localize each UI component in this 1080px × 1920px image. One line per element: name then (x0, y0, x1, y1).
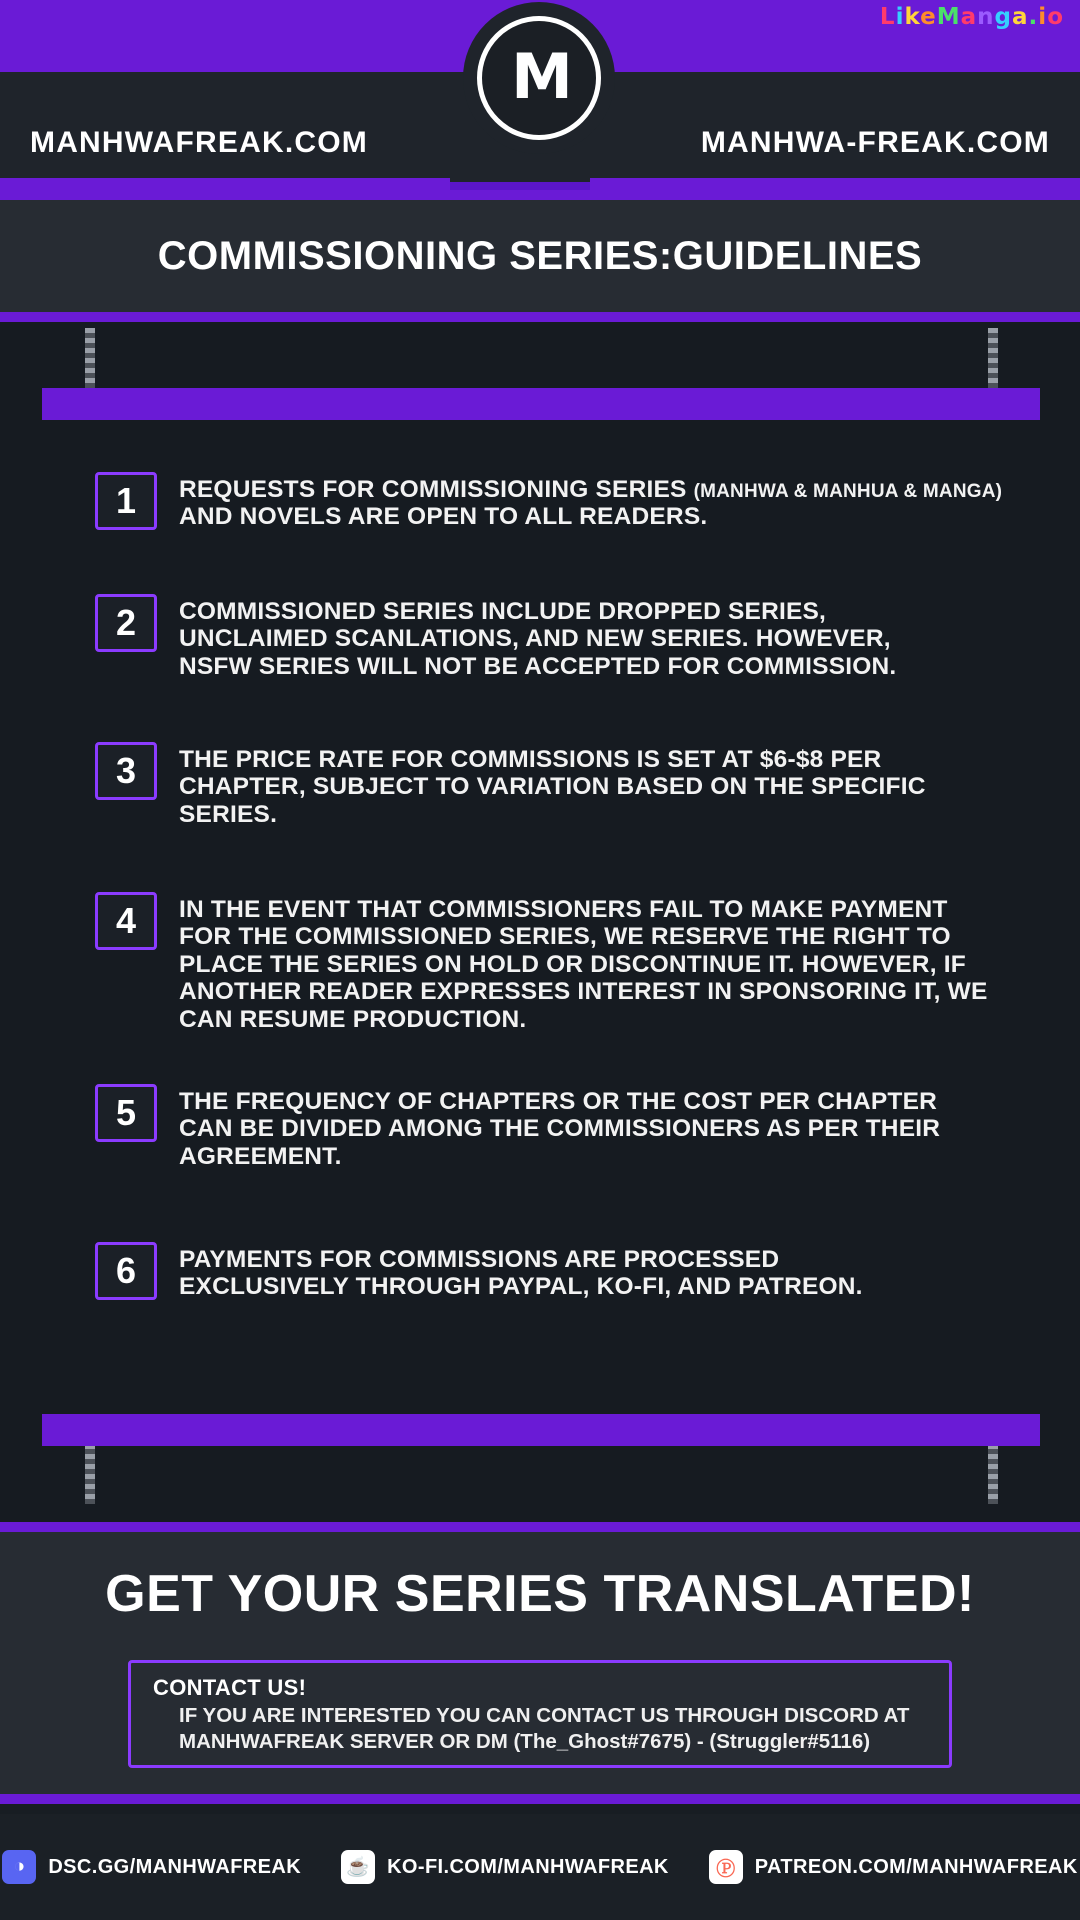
rule-number: 1 (95, 472, 157, 530)
rule-text: COMMISSIONED SERIES INCLUDE DROPPED SERIES, UNCLAIMED SCANLATIONS, AND NEW SERIES. HOWEVER, NSFW SERIES WILL NOT BE ACCEPTED FOR COMMISSION. (179, 598, 897, 680)
link-discord[interactable] (2, 1850, 301, 1884)
site-name-right: MANHWA-FREAK.COM (700, 126, 1050, 159)
logo-circle (477, 16, 601, 140)
manhwafreak-logo (463, 2, 615, 154)
header-underline-left (0, 178, 450, 190)
logo-letter: M (511, 39, 567, 113)
link-patreon[interactable] (709, 1850, 1078, 1884)
discord-icon: ◑ (2, 1850, 36, 1884)
rule-text (179, 472, 1055, 531)
link-label-kofi[interactable]: KO-FI.COM/MANHWAFREAK (387, 1855, 669, 1878)
rule-number: 6 (95, 1242, 157, 1300)
rule-text: THE PRICE RATE FOR COMMISSIONS IS SET AT $6-$8 PER CHAPTER, SUBJECT TO VARIATION BASED ON THE SPECIFIC SERIES. (179, 746, 926, 828)
rule-text: PAYMENTS FOR COMMISSIONS ARE PROCESSED EXCLUSIVELY THROUGH PAYPAL, KO-FI, AND PATREON. (179, 1246, 863, 1301)
page-title (158, 234, 922, 279)
page-header (0, 0, 1080, 190)
rule-number: 2 (95, 594, 157, 652)
likemanga-watermark: LikeManga.io (879, 4, 1064, 30)
list-item (95, 742, 1055, 828)
list-item (95, 594, 1055, 680)
rule-text: THE FREQUENCY OF CHAPTERS OR THE COST PER CHAPTER CAN BE DIVIDED AMONG THE COMMISSIONERS AS PER THEIR AGREEMENT. (179, 1088, 941, 1170)
site-name-left: MANHWAFREAK.COM (30, 126, 368, 159)
divider-bar-top (42, 388, 1040, 420)
rule-text-part-2: AND NOVELS ARE OPEN TO ALL READERS. (179, 503, 708, 531)
contact-text: IF YOU ARE INTERESTED YOU CAN CONTACT US THROUGH DISCORD AT MANHWAFREAK SERVER OR DM (The_Ghost#7675) - (Struggler#5116) (179, 1704, 910, 1753)
chain-right-top (988, 328, 998, 388)
footer-links (0, 1814, 1080, 1920)
cta-section (0, 1522, 1080, 1804)
list-item (95, 892, 1055, 1033)
guidelines-body (0, 322, 1080, 1522)
list-item (95, 1242, 1055, 1301)
rule-number: 4 (95, 892, 157, 950)
divider-bar-bottom (42, 1414, 1040, 1446)
page-title-sub: GUIDELINES (672, 233, 923, 278)
chain-left-top (85, 328, 95, 388)
kofi-icon: ☕ (341, 1850, 375, 1884)
list-item (95, 472, 1055, 531)
list-item (95, 1084, 1055, 1170)
link-label-discord[interactable]: DSC.GG/MANHWAFREAK (48, 1855, 302, 1878)
chain-left-bottom (85, 1444, 95, 1504)
page-title-separator: : (658, 233, 673, 278)
link-label-patreon[interactable]: PATREON.COM/MANHWAFREAK (754, 1855, 1078, 1878)
page-title-main: COMMISSIONING SERIES (157, 233, 659, 278)
page-title-bar (0, 190, 1080, 322)
rule-text: IN THE EVENT THAT COMMISSIONERS FAIL TO MAKE PAYMENT FOR THE COMMISSIONED SERIES, WE RESERVE THE RIGHT TO PLACE THE SERIES ON HOLD OR DISCONTINUE IT. HOWEVER, IF ANOTHER READER EXPRESSES INTEREST IN SPONSORING IT, WE CAN RESUME PRODUCTION. (179, 896, 988, 1033)
rule-number: 5 (95, 1084, 157, 1142)
patreon-icon: Ⓟ (709, 1850, 743, 1884)
rule-number: 3 (95, 742, 157, 800)
rule-text-part-1: REQUESTS FOR COMMISSIONING SERIES (179, 476, 694, 503)
contact-title: CONTACT US! (153, 1675, 307, 1700)
rule-text-parenthetical: (MANHWA & MANHUA & MANGA) (693, 481, 1003, 502)
cta-headline: GET YOUR SERIES TRANSLATED! (105, 1565, 975, 1623)
header-underline-right (590, 178, 1080, 190)
chain-right-bottom (988, 1444, 998, 1504)
contact-box (128, 1660, 952, 1768)
link-kofi[interactable] (341, 1850, 669, 1884)
